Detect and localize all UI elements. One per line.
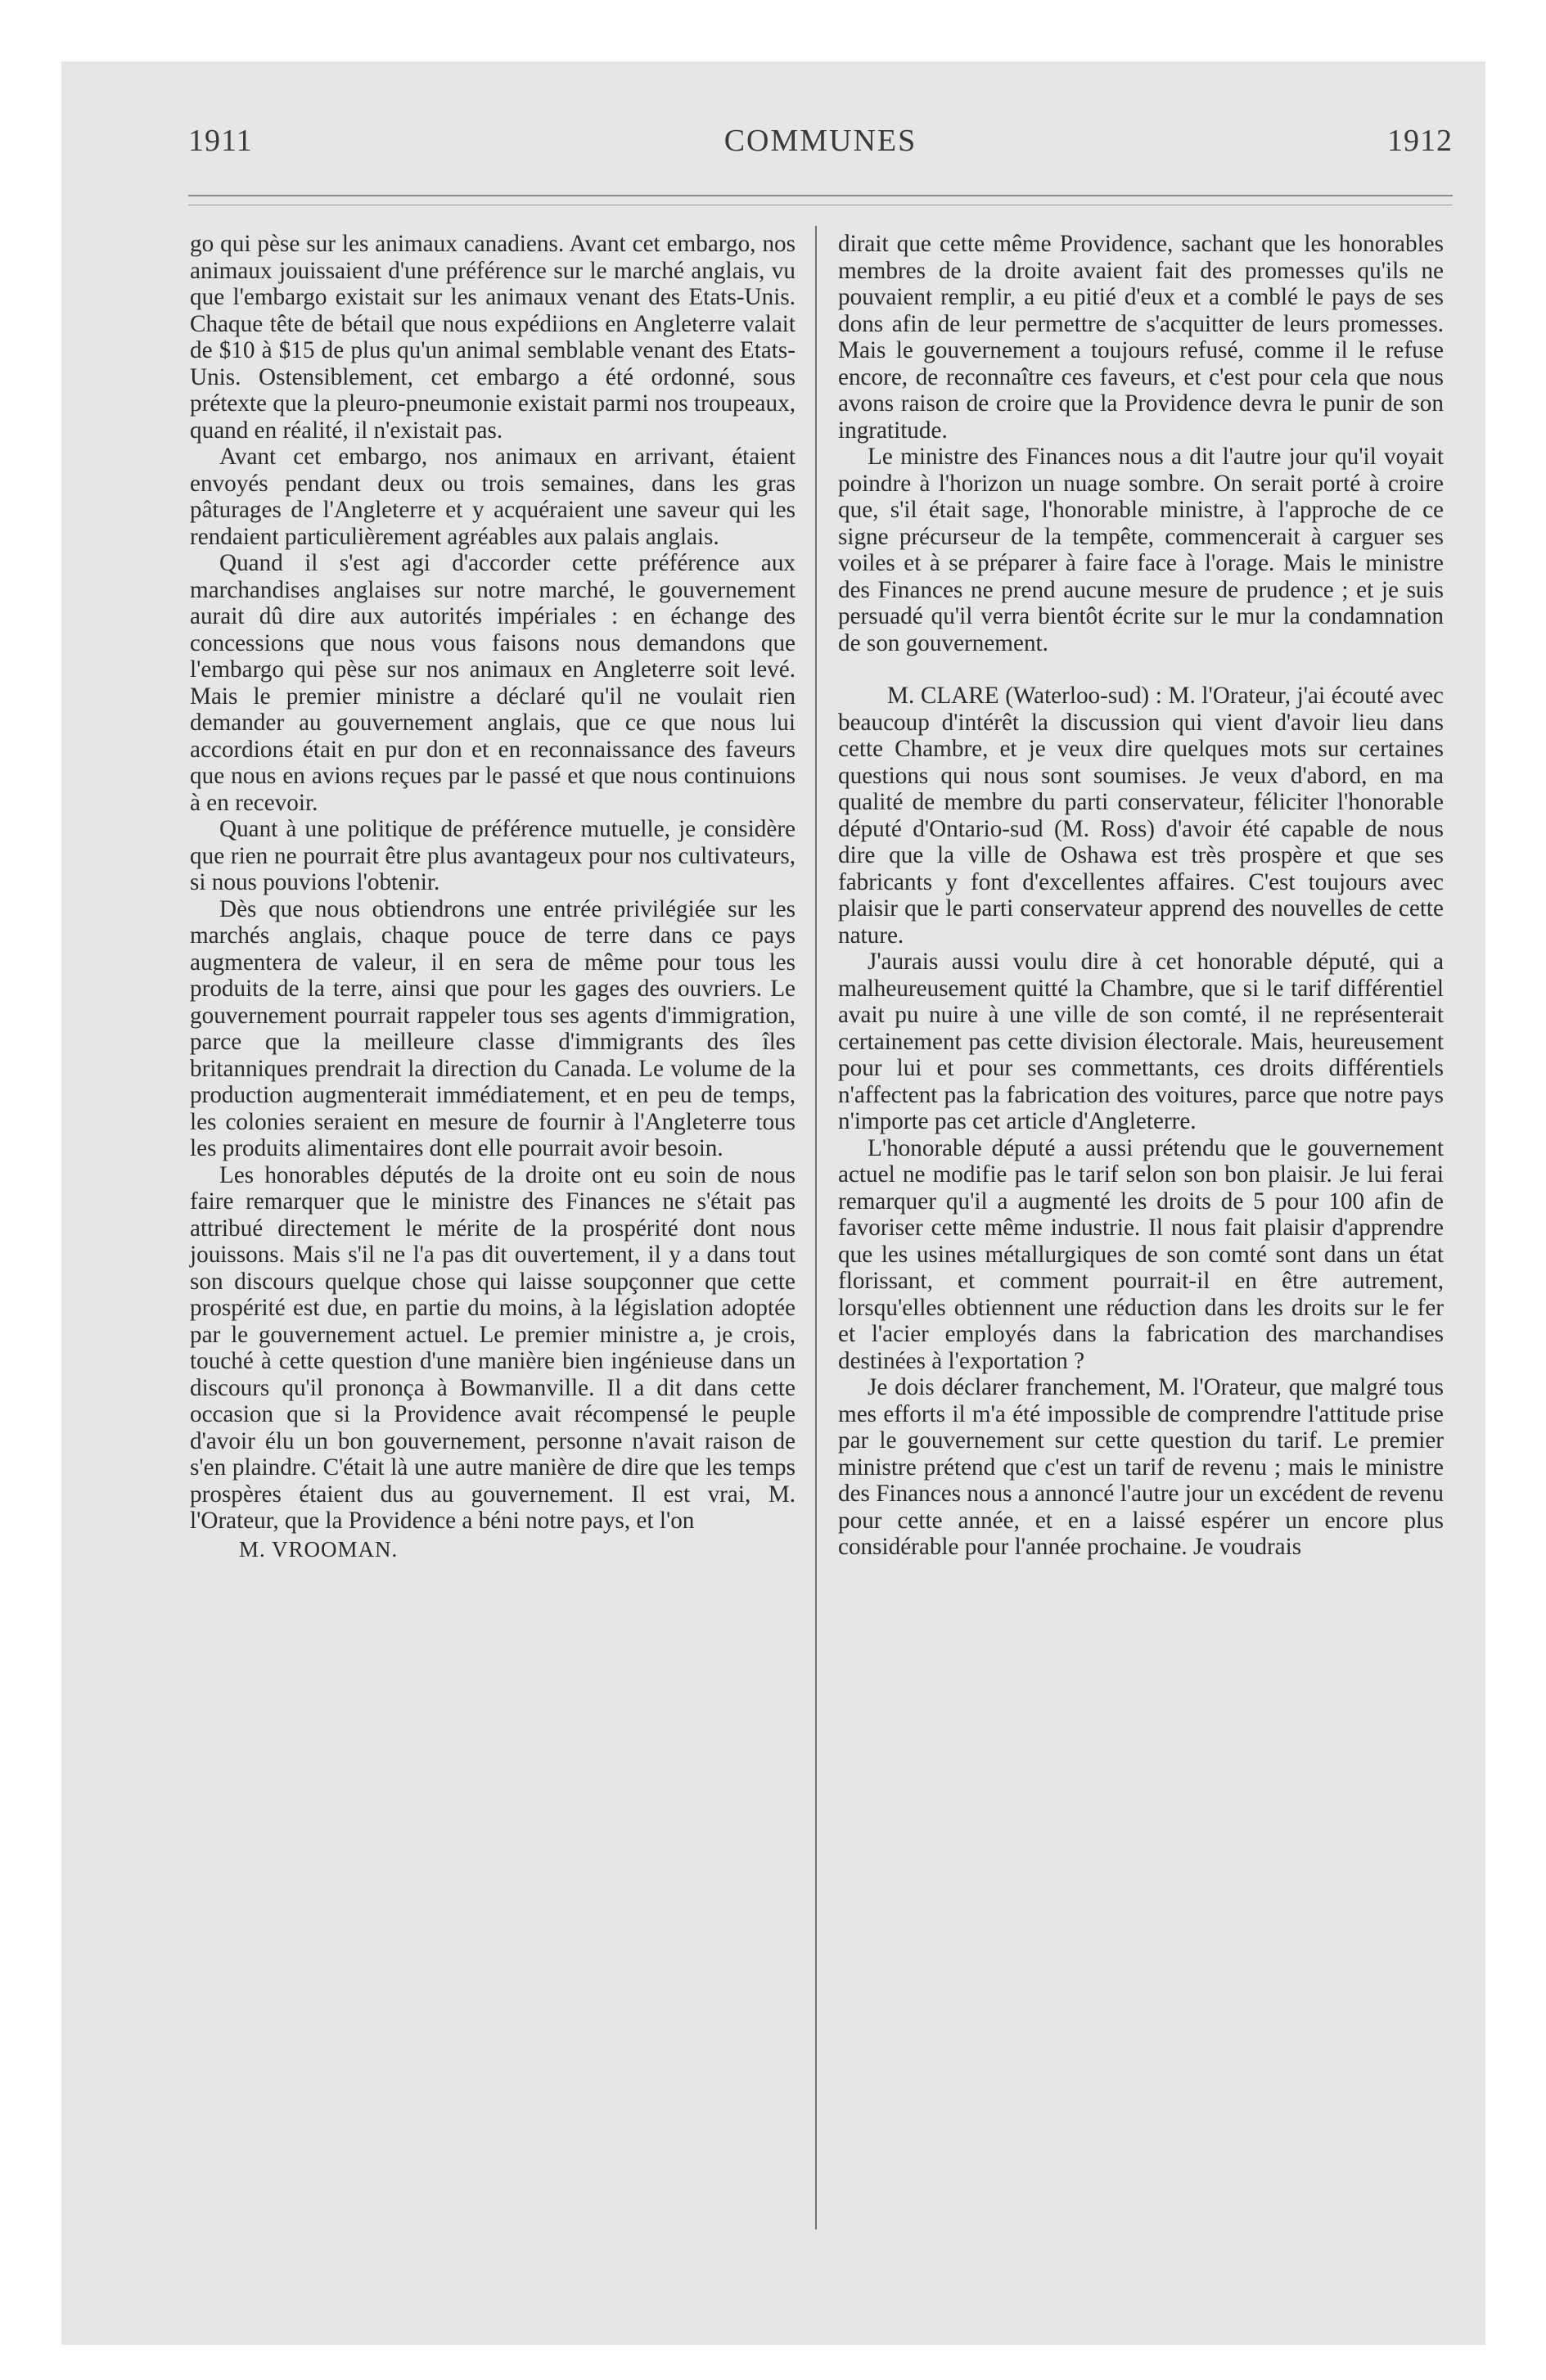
right-column [838, 231, 1444, 1561]
page-number-left: 1911 [188, 124, 253, 158]
header-rule [188, 195, 1453, 196]
page-number-right: 1912 [1387, 124, 1453, 158]
paragraph: Avant cet embargo, nos animaux en arrivant, étaient envoyés pendant deux ou trois semaines, dans les gras pâturages de l'Angleterre et y acquéraient une saveur qui les rendaient particulièrement agréables aux palais anglais. [190, 444, 796, 550]
paragraph: Je dois déclarer franchement, M. l'Orateur, que malgré tous mes efforts il m'a été impossible de comprendre l'attitude prise par le gouvernement sur cette question du tarif. Le premier ministre prétend que c'est un tarif de revenu ; mais le ministre des Finances nous a annoncé l'autre jour un excédent de revenu pour cette année, et en a laissé espérer un encore plus considérable pour l'année prochaine. Je voudrais [838, 1374, 1444, 1560]
paragraph: go qui pèse sur les animaux canadiens. Avant cet embargo, nos animaux jouissaient d'une préférence sur le marché anglais, vu que l'embargo existait sur les animaux venant des Etats-Unis. Chaque tête de bétail que nous expédiions en Angleterre valait de $10 à $15 de plus qu'un animal semblable venant des Etats-Unis. Ostensiblement, cet embargo a été ordonné, sous prétexte que la pleuro-pneumonie existait parmi nos troupeaux, quand en réalité, il n'existait pas. [190, 231, 796, 444]
paragraph: Les honorables députés de la droite ont eu soin de nous faire remarquer que le ministre des Finances ne s'était pas attribué directement le mérite de la prospérité dont nous jouissons. Mais s'il ne l'a pas dit ouvertement, il y a dans tout son discours quelque chose qui laisse soupçonner que cette prospérité est due, en partie du moins, à la législation adoptée par le gouvernement actuel. Le premier ministre a, je crois, touché à cette question d'une manière bien ingénieuse dans un discours qu'il prononça à Bowmanville. Il a dit dans cette occasion que si la Providence avait récompensé le peuple d'avoir élu un bon gouvernement, personne n'avait raison de s'en plaindre. C'était là une autre manière de dire que les temps prospères étaient dus au gouvernement. Il est vrai, M. l'Orateur, que la Providence a béni notre pays, et l'on [190, 1161, 796, 1534]
paragraph: dirait que cette même Providence, sachant que les honorables membres de la droite avaient fait des promesses qu'ils ne pouvaient remplir, a eu pitié d'eux et a comblé le pays de ses dons afin de leur permettre de s'acquitter de leurs promesses. Mais le gouvernement a toujours refusé, comme il le refuse encore, de reconnaître ces faveurs, et c'est pour cela que nous avons raison de croire que la Providence devra le punir de son ingratitude. [838, 231, 1444, 444]
paragraph: J'aurais aussi voulu dire à cet honorable député, qui a malheureusement quitté la Chambre, que si le tarif différentiel avait pu nuire à une ville de son comté, il ne représenterait certainement pas cette division électorale. Mais, heureusement pour lui et pour ses commettants, ces droits différentiels n'affectent pas la fabrication des voitures, parce que notre pays n'importe pas cet article d'Angleterre. [838, 949, 1444, 1134]
paragraph: Quant à une politique de préférence mutuelle, je considère que rien ne pourrait être plus avantageux pour nos cultivateurs, si nous pouvions l'obtenir. [190, 816, 796, 895]
left-column [190, 231, 796, 1562]
paragraph: Quand il s'est agi d'accorder cette préférence aux marchandises anglaises sur notre marché, le gouvernement aurait dû dire aux autorités impériales : en échange des concessions que nous vous faisons nous demandons que l'embargo qui pèse sur nos animaux en Angleterre soit levé. Mais le premier ministre a déclaré qu'il ne voulait rien demander au gouvernement anglais, que ce que nous lui accordions était en pur don et en reconnaissance des faveurs que nous en avions reçues par le passé et que nous continuions à en recevoir. [190, 550, 796, 816]
speaker-paragraph: M. CLARE (Waterloo-sud) : M. l'Orateur, j'ai écouté avec beaucoup d'intérêt la discussion qui vient d'avoir lieu dans cette Chambre, et je veux dire quelques mots sur certaines questions qui nous sont soumises. Je veux d'abord, en ma qualité de membre du parti conservateur, féliciter l'honorable député d'Ontario-sud (M. Ross) d'avoir été capable de nous dire que la ville de Oshawa est très prospère et que ses fabricants y font d'excellentes affaires. C'est toujours avec plaisir que le parti conservateur apprend des nouvelles de cette nature. [838, 683, 1444, 949]
running-title: COMMUNES [723, 124, 917, 158]
paragraph: Le ministre des Finances nous a dit l'autre jour qu'il voyait poindre à l'horizon un nuage sombre. On serait porté à croire que, s'il était sage, l'honorable ministre, à l'approche de ce signe précurseur de la tempête, commencerait à carguer ses voiles et à se préparer à faire face à l'orage. Mais le ministre des Finances ne prend aucune mesure de prudence ; et je suis persuadé qu'il verra bientôt écrite sur le mur la condamnation de son gouvernement. [838, 444, 1444, 656]
page-header [188, 123, 1453, 172]
speaker-signature: M. VROOMAN. [239, 1536, 399, 1562]
column-divider [815, 226, 817, 2229]
paragraph: L'honorable député a aussi prétendu que le gouvernement actuel ne modifie pas le tarif selon son bon plaisir. Je lui ferai remarquer qu'il a augmenté les droits de 5 pour 100 afin de favoriser cette même industrie. Il nous fait plaisir d'apprendre que les usines métallurgiques de son comté sont dans un état florissant, et comment pourrait-il en être autrement, lorsqu'elles obtiennent une réduction dans les droits sur le fer et l'acier employés dans la fabrication des marchandises destinées à l'exportation ? [838, 1134, 1444, 1374]
paragraph: Dès que nous obtiendrons une entrée privilégiée sur les marchés anglais, chaque pouce de terre dans ce pays augmentera de valeur, il en sera de même pour tous les produits de la terre, ainsi que pour les gages des ouvriers. Le gouvernement pourrait rappeler tous ses agents d'immigration, parce que la meilleure classe d'immigrants des îles britanniques prendrait la direction du Canada. Le volume de la production augmenterait immédiatement, et en peu de temps, les colonies seraient en mesure de fournir à l'Angleterre tous les produits alimentaires dont elle pourrait avoir besoin. [190, 895, 796, 1161]
